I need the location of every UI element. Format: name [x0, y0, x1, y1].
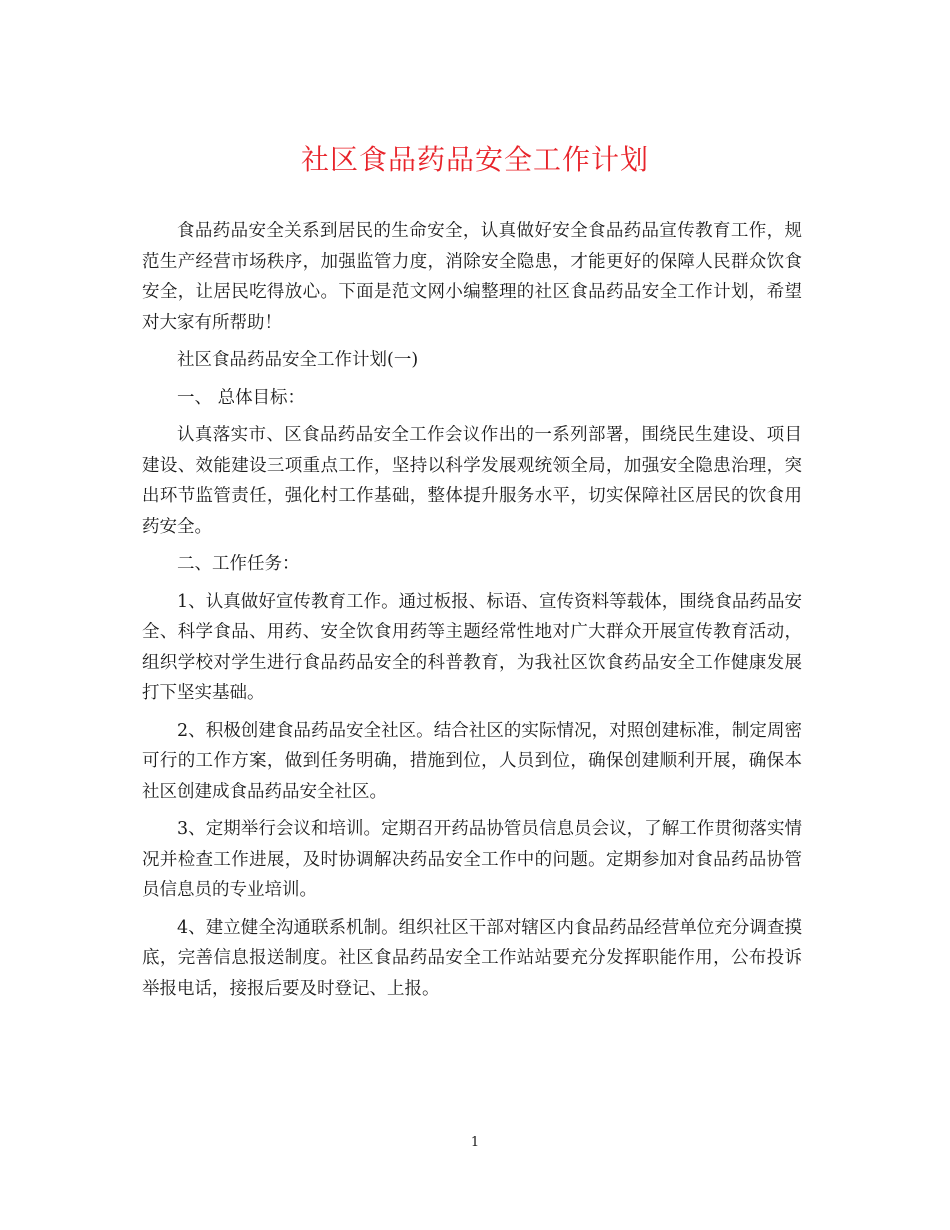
- paragraph-task-2: 2、积极创建食品药品安全社区。结合社区的实际情况，对照创建标准，制定周密可行的工作方案，做到任务明确，措施到位，人员到位，确保创建顺利开展，确保本社区创建成食品药品安全社区。: [142, 720, 802, 802]
- paragraph-section-tasks: 二、工作任务：: [177, 554, 300, 574]
- paragraph-plan-heading: 社区食品药品安全工作计划(一): [177, 350, 419, 370]
- paragraph-goal-text: 认真落实市、区食品药品安全工作会议作出的一系列部署，围绕民生建设、项目建设、效能建设三项重点工作，坚持以科学发展观统领全局，加强安全隐患治理，突出环节监管责任，强化村工作基础，整体提升服务水平，切实保障社区居民的饮食用药安全。: [142, 425, 802, 537]
- document-title: 社区食品药品安全工作计划: [300, 143, 649, 176]
- paragraph-intro: 食品药品安全关系到居民的生命安全，认真做好安全食品药品宣传教育工作，规范生产经营市场秩序，加强监管力度，消除安全隐患，才能更好的保障人民群众饮食安全，让居民吃得放心。下面是范文网小编整理的社区食品药品安全工作计划，希望对大家有所帮助！: [142, 221, 802, 333]
- document-body: [142, 216, 802, 1011]
- paragraph-task-1: 1、认真做好宣传教育工作。通过板报、标语、宣传资料等载体，围绕食品药品安全、科学食品、用药、安全饮食用药等主题经常性地对广大群众开展宣传教育活动，组织学校对学生进行食品药品安全的科普教育，为我社区饮食药品安全工作健康发展打下坚实基础。: [142, 591, 802, 703]
- page-number: 1: [470, 1135, 480, 1150]
- paragraph-task-3: 3、定期举行会议和培训。定期召开药品协管员信息员会议，了解工作贯彻落实情况并检查工作进展，及时协调解决药品安全工作中的问题。定期参加对食品药品协管员信息员的专业培训。: [142, 819, 802, 900]
- paragraph-section-goal: 一、 总体目标：: [177, 387, 306, 408]
- paragraph-task-4: 4、建立健全沟通联系机制。组织社区干部对辖区内食品药品经营单位充分调查摸底，完善信息报送制度。社区食品药品安全工作站站要充分发挥职能作用，公布投诉举报电话，接报后要及时登记、上报。: [142, 917, 802, 999]
